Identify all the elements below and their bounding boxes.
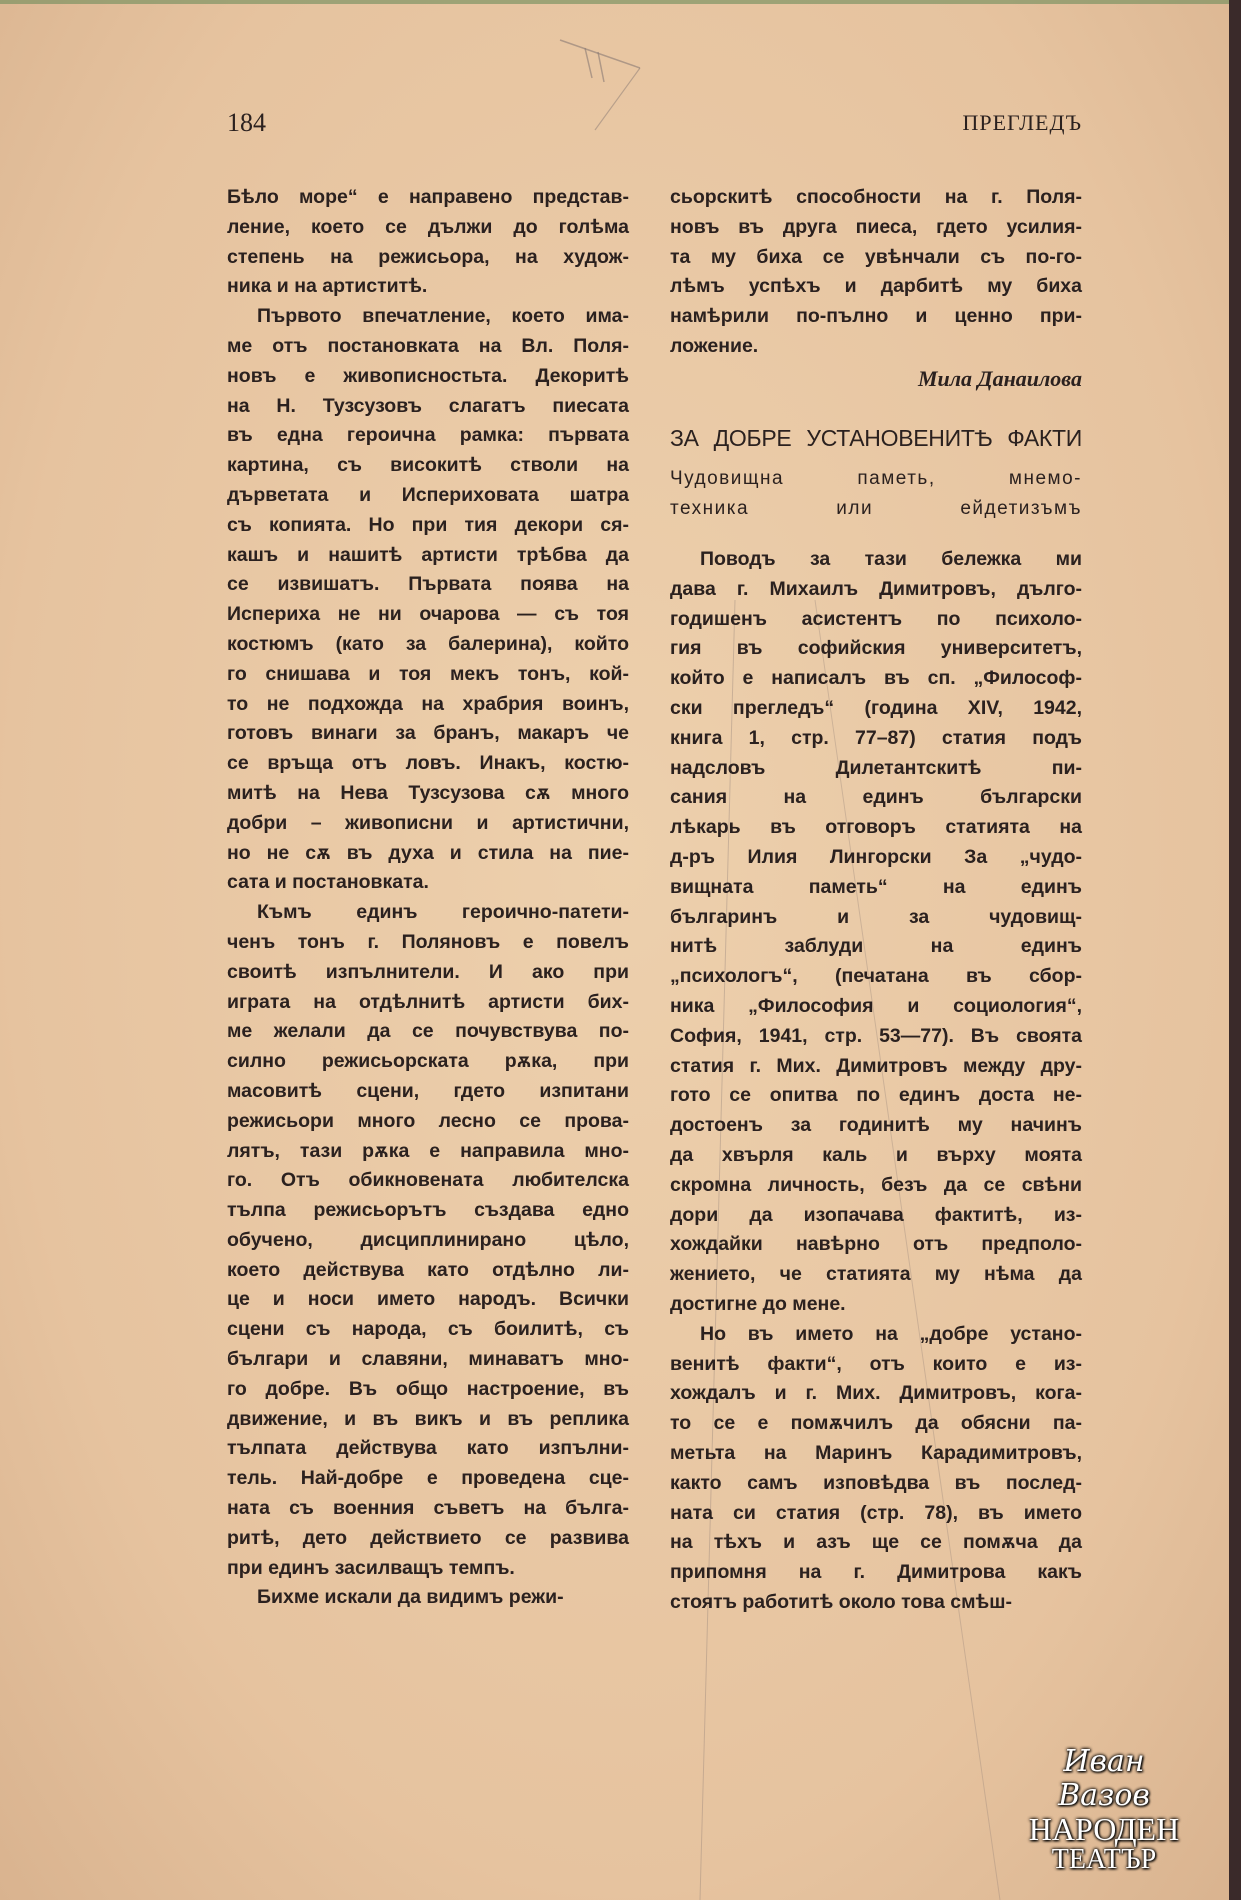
- text-line: костюмъ (като за балерина), който: [227, 632, 629, 655]
- text-line: вищната паметь“ на единъ: [670, 875, 1082, 898]
- text-line: „психологъ“, (печатана въ сбор-: [670, 965, 1082, 988]
- text-line: ложение.: [670, 334, 759, 357]
- text-line: лѣкарь въ отговоръ статията на: [670, 816, 1082, 839]
- text-line: новъ въ друга пиеса, гдето усилия-: [670, 215, 1082, 238]
- text-line: хождайки навѣрно отъ предполо-: [670, 1233, 1082, 1256]
- text-line: ме желали да се почувствува по-: [227, 1020, 629, 1043]
- text-line: митѣ на Нева Тузсузова сѫ много: [227, 781, 629, 804]
- text-line: ме отъ постановката на Вл. Поля-: [227, 334, 629, 357]
- text-line: гия въ софийския университетъ,: [670, 637, 1082, 660]
- text-line: то се е помѫчилъ да обясни па-: [670, 1412, 1082, 1435]
- text-line: Бихме искали да видимъ режи-: [257, 1586, 564, 1609]
- text-line: се извишатъ. Първата поява на: [227, 573, 629, 596]
- text-line: го. Отъ обикновената любителска: [227, 1169, 629, 1192]
- article-body: [670, 545, 1082, 1618]
- right-column-intro: [670, 183, 1082, 362]
- text-line: хождалъ и г. Мих. Димитровъ, кога-: [670, 1382, 1082, 1405]
- text-line: тълпа режисьорътъ създава едно: [227, 1199, 629, 1222]
- text-line: сания на единъ български: [670, 786, 1082, 809]
- text-line: дава г. Михаилъ Димитровъ, дълго-: [670, 577, 1082, 600]
- text-line: съ копията. Но при тия декори ся-: [227, 513, 629, 536]
- text-line: ника и на артиститѣ.: [227, 275, 428, 298]
- text-line: българи и славяни, минаватъ мно-: [227, 1348, 629, 1371]
- pencil-stroke: [595, 68, 640, 130]
- text-line: степень на режисьора, на худож-: [227, 245, 629, 268]
- text-line: сцени съ народа, съ боилитѣ, съ: [227, 1318, 629, 1341]
- author-signature: Мила Данаилова: [917, 366, 1082, 391]
- text-line: на тѣхъ и азъ ще се помѫча да: [670, 1531, 1082, 1554]
- pencil-stroke: [598, 52, 604, 82]
- text-line: достигне до мене.: [670, 1292, 846, 1315]
- article-heading: ЗА ДОБРЕ УСТАНОВЕНИТѢ ФАКТИ: [670, 425, 1082, 451]
- text-line: ната съ военния съветъ на бълга-: [227, 1497, 629, 1520]
- text-line: който е написалъ въ сп. „Философ-: [670, 667, 1082, 690]
- text-line: припомня на г. Димитрова какъ: [670, 1561, 1082, 1584]
- text-line: нитѣ заблуди на единъ: [670, 935, 1082, 958]
- text-line: готовъ винаги за бранъ, макаръ че: [227, 722, 629, 745]
- text-line: обучено, дисциплинирано цѣло,: [227, 1228, 629, 1251]
- text-line: ната си статия (стр. 78), въ името: [670, 1501, 1082, 1524]
- text-line: добри – живописни и артистични,: [227, 811, 629, 834]
- text-line: це и носи името народъ. Всички: [227, 1288, 629, 1311]
- national-theatre-logo: [1018, 1745, 1190, 1875]
- text-line: ритѣ, дето действието се развива: [227, 1526, 629, 1549]
- text-line: режисьори много лесно се прова-: [227, 1109, 629, 1132]
- text-line: жението, че статията му нѣма да: [670, 1263, 1082, 1286]
- text-line: то не подхожда на храбрия воинъ,: [227, 692, 629, 715]
- text-line: надсловъ Дилетантскитѣ пи-: [670, 756, 1082, 779]
- text-line: тель. Най-добре е проведена сце-: [227, 1467, 629, 1490]
- logo-line-2: ТЕАТЪР: [1051, 1844, 1157, 1875]
- text-line: стоятъ работитѣ около това смѣш-: [670, 1590, 1013, 1613]
- text-line: ченъ тонъ г. Поляновъ е повелъ: [227, 930, 629, 953]
- text-line: го снишава и тоя мекъ тонъ, кой-: [227, 662, 629, 685]
- text-line: Исперихa не ни очарова — съ тоя: [227, 603, 629, 626]
- text-line: та му биха се увѣнчали съ по-го-: [670, 245, 1082, 268]
- text-line: тълпата действува като изпълни-: [227, 1437, 629, 1460]
- page-number: 184: [227, 108, 266, 137]
- text-line: сьорскитѣ способности на г. Поля-: [670, 186, 1082, 208]
- text-line: дърветата и Исперихoвата шатра: [227, 483, 629, 506]
- text-line: Поводъ за тази бележка ми: [700, 548, 1082, 570]
- text-line: лятъ, тази рѫка е направила мно-: [227, 1139, 629, 1162]
- text-line: новъ е живописностьта. Декоритѣ: [227, 364, 629, 387]
- text-line: въ една героична рамка: първата: [227, 424, 629, 447]
- text-line: венитѣ факти“, отъ които е из-: [670, 1352, 1082, 1375]
- text-line: д-ръ Илия Лингорски За „чудо-: [670, 845, 1082, 868]
- subtitle-line: техника или ейдетизъмъ: [670, 497, 1082, 519]
- running-header-title: ПРЕГЛЕДЪ: [962, 110, 1082, 135]
- paragraph: [227, 1583, 629, 1613]
- subtitle-line: Чудовищна паметь, мнемо-: [670, 468, 1082, 489]
- text-line: дори да изопачава фактитѣ, из-: [670, 1203, 1082, 1226]
- text-line: сата и постановката.: [227, 871, 429, 894]
- paragraph: [227, 302, 629, 898]
- text-line: ление, което се дължи до голѣма: [227, 215, 629, 238]
- text-line: намѣрили по-пълно и ценно при-: [670, 305, 1082, 328]
- text-line: метьта на Маринъ Карадимитровъ,: [670, 1441, 1082, 1464]
- text-line: скромна личность, безъ да се свѣни: [670, 1173, 1082, 1196]
- text-line: годишенъ асистентъ по психоло-: [670, 607, 1082, 630]
- text-line: да хвърля каль и върху моята: [670, 1143, 1082, 1166]
- text-line: но не сѫ въ духа и стила на пие-: [227, 841, 629, 864]
- text-line: ски прегледъ“ (година XIV, 1942,: [670, 696, 1082, 719]
- text-line: Бѣло море“ е направено представ-: [227, 186, 629, 208]
- paragraph: [670, 545, 1082, 1320]
- paragraph: [227, 183, 629, 302]
- pencil-stroke: [585, 48, 592, 78]
- text-line: книга 1, стр. 77–87) статия подъ: [670, 726, 1082, 749]
- text-line: го добре. Въ общо настроение, въ: [227, 1377, 629, 1400]
- left-column: [227, 183, 629, 1613]
- text-line: достоенъ за годинитѣ му начинъ: [670, 1114, 1082, 1137]
- text-line: на Н. Тузсузовъ слагатъ пиесата: [227, 394, 629, 417]
- text-line: движение, и въ викъ и въ реплика: [227, 1407, 629, 1430]
- text-line: което действува като отдѣлно ли-: [227, 1258, 629, 1281]
- text-line: кашъ и нашитѣ артисти трѣбва да: [227, 543, 629, 566]
- text-line: лѣмъ успѣхъ и дарбитѣ му биха: [670, 275, 1082, 298]
- paragraph: [670, 1320, 1082, 1618]
- text-line: Къмъ единъ героично-патети-: [257, 901, 629, 924]
- text-line: Първото впечатление, което има-: [257, 305, 629, 328]
- text-line: силно режисьорската рѫка, при: [227, 1050, 629, 1073]
- text-line: се връща отъ ловъ. Инакъ, костю-: [227, 752, 629, 775]
- text-line: както самъ изповѣдва въ послед-: [670, 1471, 1082, 1494]
- text-line: статия г. Мих. Димитровъ между дру-: [670, 1054, 1082, 1077]
- text-line: Но въ името на „добре устано-: [700, 1322, 1082, 1345]
- text-line: София, 1941, стр. 53—77). Въ своята: [670, 1024, 1082, 1047]
- article-subtitle: [670, 464, 1082, 524]
- paragraph: [227, 898, 629, 1583]
- text-line: българинъ и за чудовищ-: [670, 905, 1082, 928]
- text-line: масовитѣ сцени, гдето изпитани: [227, 1079, 629, 1102]
- text-line: при единъ засилващъ темпъ.: [227, 1556, 515, 1579]
- text-line: играта на отдѣлнитѣ артисти бих-: [227, 990, 629, 1013]
- text-line: ника „Философия и социология“,: [670, 994, 1082, 1017]
- logo-line-1: НАРОДЕН: [1028, 1811, 1180, 1847]
- text-line: своитѣ изпълнители. И ако при: [227, 960, 629, 983]
- logo-script-name: Иван Вазов: [1058, 1744, 1150, 1813]
- text-line: гото се опитва по единъ доста не-: [670, 1084, 1082, 1107]
- text-line: картина, съ високитѣ стволи на: [227, 454, 629, 477]
